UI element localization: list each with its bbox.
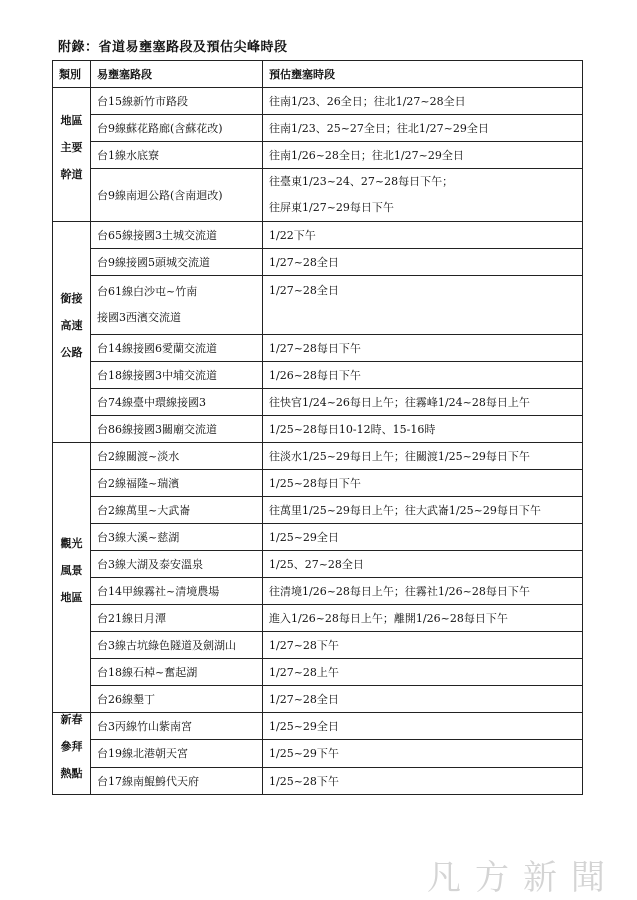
table-row [53,524,583,551]
time-cell: 1/27~28上午 [263,659,583,686]
time-cell: 1/27~28下午 [263,632,583,659]
road-cell: 台9線接國5頭城交流道 [91,249,263,276]
header-category: 類別 [53,61,91,88]
road-cell: 台19線北港朝天宮 [91,740,263,767]
time-cell: 1/27~28全日 [263,276,583,335]
time-cell: 1/25~29下午 [263,740,583,767]
header-road: 易壅塞路段 [91,61,263,88]
time-cell: 往萬里1/25~29每日上午；往大武崙1/25~29每日下午 [263,497,583,524]
road-cell: 台3線古坑綠色隧道及劍湖山 [91,632,263,659]
road-cell: 台21線日月潭 [91,605,263,632]
table-row [53,713,583,740]
category-label: 熱點 [60,767,83,780]
table-row [53,115,583,142]
time-cell: 往南1/23、26全日；往北1/27~28全日 [263,88,583,115]
category-label: 地區 [60,591,83,604]
table-row [53,767,583,794]
road-cell: 台2線關渡~淡水 [91,443,263,470]
time-cell [263,169,583,222]
time-cell: 1/25~28每日下午 [263,470,583,497]
road-cell: 台9線蘇花路廊(含蘇花改) [91,115,263,142]
category-label: 地區 [60,114,83,127]
time-cell: 往快官1/24~26每日上午；往霧峰1/24~28每日上午 [263,389,583,416]
table-row [53,249,583,276]
table-row [53,578,583,605]
time-cell: 往南1/23、25~27全日；往北1/27~29全日 [263,115,583,142]
table-row [53,335,583,362]
time-cell: 往清境1/26~28每日上午；往霧社1/26~28每日下午 [263,578,583,605]
time-cell: 1/25、27~28全日 [263,551,583,578]
road-cell: 台3線大湖及泰安溫泉 [91,551,263,578]
category-label: 觀光 [60,537,83,550]
road-cell: 台14甲線霧社~清境農場 [91,578,263,605]
time-cell: 1/27~28每日下午 [263,335,583,362]
congestion-table [52,60,583,795]
time-cell: 往南1/26~28全日；往北1/27~29全日 [263,142,583,169]
time-line: 往臺東1/23~24、27~28每日下午； [269,175,454,188]
table-row [53,605,583,632]
table-row [53,659,583,686]
road-cell: 台74線臺中環線接國3 [91,389,263,416]
table-row [53,169,583,222]
road-cell: 台18線接國3中埔交流道 [91,362,263,389]
road-cell: 台14線接國6愛蘭交流道 [91,335,263,362]
time-cell: 1/26~28每日下午 [263,362,583,389]
category-label: 幹道 [60,168,83,181]
watermark-logo: 凡方新聞 [427,858,619,898]
table-row [53,222,583,249]
road-cell: 台1線水底寮 [91,142,263,169]
table-row [53,740,583,767]
document-title: 附錄：省道易壅塞路段及預估尖峰時段 [58,40,288,55]
category-label: 公路 [60,345,83,359]
time-cell: 1/22下午 [263,222,583,249]
category-cell [53,713,91,795]
table-row [53,416,583,443]
road-cell: 台17線南鯤鯓代天府 [91,767,263,794]
header-time: 預估壅塞時段 [263,61,583,88]
road-cell: 台26線墾丁 [91,686,263,713]
table-row [53,276,583,335]
table-row [53,686,583,713]
road-cell: 台65線接國3土城交流道 [91,222,263,249]
road-line: 接國3西濱交流道 [97,311,181,324]
road-cell: 台2線萬里~大武崙 [91,497,263,524]
category-label: 高速 [60,318,83,332]
road-cell: 台86線接國3關廟交流道 [91,416,263,443]
time-cell: 1/25~28下午 [263,767,583,794]
table-row [53,389,583,416]
category-cell [53,443,91,713]
category-label: 主要 [60,141,83,154]
time-cell: 進入1/26~28每日上午；離開1/26~28每日下午 [263,605,583,632]
time-cell: 往淡水1/25~29每日上午；往關渡1/25~29每日下午 [263,443,583,470]
table-row [53,470,583,497]
time-cell: 1/25~28每日10-12時、15-16時 [263,416,583,443]
category-label: 風景 [60,564,83,577]
table-row [53,88,583,115]
time-cell: 1/25~29全日 [263,713,583,740]
road-cell: 台18線石棹~奮起湖 [91,659,263,686]
table-row [53,497,583,524]
table-row [53,362,583,389]
table-row [53,632,583,659]
table-row [53,551,583,578]
time-cell: 1/27~28全日 [263,686,583,713]
category-label: 新春 [60,713,83,726]
road-cell: 台3線大溪~慈湖 [91,524,263,551]
road-cell: 台2線福隆~瑞濱 [91,470,263,497]
category-cell [53,88,91,222]
road-cell [91,276,263,335]
road-line: 台61線白沙屯~竹南 [97,285,198,298]
road-cell: 台9線南迴公路(含南迴改) [91,169,263,222]
time-line: 往屏東1/27~29每日下午 [269,201,394,214]
category-cell [53,222,91,443]
time-cell: 1/25~29全日 [263,524,583,551]
category-label: 銜接 [60,291,83,305]
table-row [53,142,583,169]
header-row [53,61,583,88]
road-cell: 台3丙線竹山紫南宮 [91,713,263,740]
table-row [53,443,583,470]
road-cell: 台15線新竹市路段 [91,88,263,115]
category-label: 參拜 [60,740,83,753]
time-cell: 1/27~28全日 [263,249,583,276]
